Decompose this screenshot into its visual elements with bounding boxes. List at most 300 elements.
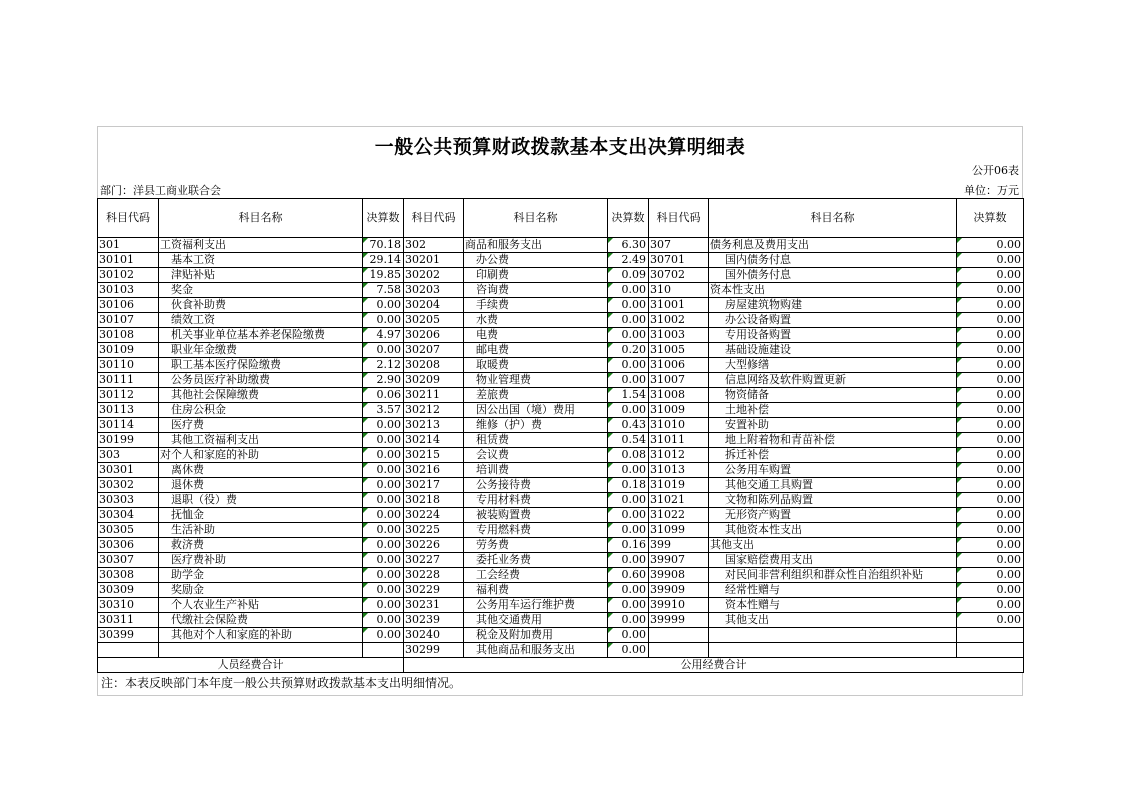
subject-name: 职业年金缴费 xyxy=(159,343,363,358)
subject-name: 物资储备 xyxy=(709,388,957,403)
amount-value: 0.00 xyxy=(363,523,404,538)
amount-value: 0.00 xyxy=(957,328,1024,343)
amount-value: 0.00 xyxy=(957,388,1024,403)
subject-name: 水费 xyxy=(464,313,608,328)
report-sheet xyxy=(97,126,1023,696)
amount-value: 0.00 xyxy=(957,583,1024,598)
subject-code: 30302 xyxy=(98,478,159,493)
subject-name: 伙食补助费 xyxy=(159,298,363,313)
amount-value: 1.54 xyxy=(608,388,649,403)
subject-name: 信息网络及软件购置更新 xyxy=(709,373,957,388)
amount-value: 0.00 xyxy=(957,403,1024,418)
table-row xyxy=(98,568,1024,583)
subject-name: 被装购置费 xyxy=(464,508,608,523)
header-amount-1: 决算数 xyxy=(363,199,404,238)
subject-code: 30214 xyxy=(404,433,464,448)
amount-value: 0.00 xyxy=(957,523,1024,538)
subject-name: 地上附着物和青苗补偿 xyxy=(709,433,957,448)
amount-value: 0.00 xyxy=(957,373,1024,388)
subject-name: 电费 xyxy=(464,328,608,343)
subject-name: 其他对个人和家庭的补助 xyxy=(159,628,363,643)
subject-name: 拆迁补偿 xyxy=(709,448,957,463)
header-amount-2: 决算数 xyxy=(608,199,649,238)
subject-code: 30399 xyxy=(98,628,159,643)
title-row xyxy=(97,126,1023,159)
subject-name: 职工基本医疗保险缴费 xyxy=(159,358,363,373)
subject-code: 30209 xyxy=(404,373,464,388)
table-row xyxy=(98,448,1024,463)
subject-name: 奖励金 xyxy=(159,583,363,598)
header-name-1: 科目名称 xyxy=(159,199,363,238)
subject-name: 救济费 xyxy=(159,538,363,553)
subject-code: 30111 xyxy=(98,373,159,388)
table-row xyxy=(98,538,1024,553)
amount-value: 0.00 xyxy=(608,298,649,313)
header-code-3: 科目代码 xyxy=(649,199,709,238)
subject-code: 30101 xyxy=(98,253,159,268)
subject-name: 住房公积金 xyxy=(159,403,363,418)
subject-name: 手续费 xyxy=(464,298,608,313)
subject-code: 31008 xyxy=(649,388,709,403)
subject-name: 无形资产购置 xyxy=(709,508,957,523)
subject-name: 因公出国（境）费用 xyxy=(464,403,608,418)
amount-value: 0.00 xyxy=(608,358,649,373)
subject-code: 31003 xyxy=(649,328,709,343)
subject-name: 津贴补贴 xyxy=(159,268,363,283)
amount-value: 0.43 xyxy=(608,418,649,433)
table-row xyxy=(98,313,1024,328)
subject-name: 医疗费 xyxy=(159,418,363,433)
subject-code: 30107 xyxy=(98,313,159,328)
subject-code: 30110 xyxy=(98,358,159,373)
subject-code: 30216 xyxy=(404,463,464,478)
subject-name: 其他支出 xyxy=(709,613,957,628)
amount-value: 0.00 xyxy=(363,568,404,583)
amount-value: 0.00 xyxy=(957,238,1024,253)
public-total-label: 公用经费合计 xyxy=(404,658,1024,673)
subject-name: 工资福利支出 xyxy=(159,238,363,253)
subject-code: 30311 xyxy=(98,613,159,628)
subject-code: 30103 xyxy=(98,283,159,298)
amount-value: 2.49 xyxy=(608,253,649,268)
amount-value: 0.00 xyxy=(363,478,404,493)
subject-code: 303 xyxy=(98,448,159,463)
amount-value: 0.00 xyxy=(608,373,649,388)
subject-name: 房屋建筑物购建 xyxy=(709,298,957,313)
subject-code: 31013 xyxy=(649,463,709,478)
amount-value: 0.00 xyxy=(957,478,1024,493)
subject-name: 土地补偿 xyxy=(709,403,957,418)
subject-name: 安置补助 xyxy=(709,418,957,433)
subject-code: 30306 xyxy=(98,538,159,553)
amount-value: 0.00 xyxy=(608,403,649,418)
table-row xyxy=(98,508,1024,523)
subject-code: 39910 xyxy=(649,598,709,613)
table-row xyxy=(98,268,1024,283)
subject-code: 30215 xyxy=(404,448,464,463)
subject-code: 39999 xyxy=(649,613,709,628)
subject-name: 公务用车运行维护费 xyxy=(464,598,608,613)
amount-value: 0.00 xyxy=(363,448,404,463)
subject-name: 商品和服务支出 xyxy=(464,238,608,253)
amount-value: 0.00 xyxy=(363,298,404,313)
subject-code: 31021 xyxy=(649,493,709,508)
amount-value: 0.00 xyxy=(608,553,649,568)
subject-name: 大型修缮 xyxy=(709,358,957,373)
header-amount-3: 决算数 xyxy=(957,199,1024,238)
subject-name: 国外债务付息 xyxy=(709,268,957,283)
subject-name: 其他工资福利支出 xyxy=(159,433,363,448)
subject-name: 对民间非营利组织和群众性自治组织补贴 xyxy=(709,568,957,583)
amount-value: 0.00 xyxy=(363,343,404,358)
subject-code: 30308 xyxy=(98,568,159,583)
amount-value: 0.00 xyxy=(957,598,1024,613)
subject-name: 国内债务付息 xyxy=(709,253,957,268)
subject-code: 30304 xyxy=(98,508,159,523)
amount-value: 0.00 xyxy=(957,313,1024,328)
subject-code: 31011 xyxy=(649,433,709,448)
subject-code: 30202 xyxy=(404,268,464,283)
amount-value: 19.85 xyxy=(363,268,404,283)
amount-value: 0.00 xyxy=(363,598,404,613)
subject-code: 30227 xyxy=(404,553,464,568)
page-title: 一般公共预算财政拨款基本支出决算明细表 xyxy=(374,136,746,158)
subject-code xyxy=(649,628,709,643)
amount-value: 0.00 xyxy=(957,613,1024,628)
subject-code xyxy=(98,643,159,658)
subject-name: 福利费 xyxy=(464,583,608,598)
table-row xyxy=(98,418,1024,433)
table-row xyxy=(98,493,1024,508)
amount-value: 0.00 xyxy=(957,283,1024,298)
subject-name: 机关事业单位基本养老保险缴费 xyxy=(159,328,363,343)
footnote: 注：本表反映部门本年度一般公共预算财政拨款基本支出明细情况。 xyxy=(97,673,1023,696)
subject-name: 奖金 xyxy=(159,283,363,298)
subject-code: 31022 xyxy=(649,508,709,523)
subject-code: 30702 xyxy=(649,268,709,283)
amount-value: 0.00 xyxy=(608,313,649,328)
subject-name: 差旅费 xyxy=(464,388,608,403)
subject-code: 30199 xyxy=(98,433,159,448)
amount-value: 2.90 xyxy=(363,373,404,388)
subject-code: 31007 xyxy=(649,373,709,388)
table-row xyxy=(98,403,1024,418)
table-row xyxy=(98,238,1024,253)
subject-name: 邮电费 xyxy=(464,343,608,358)
subject-code: 30113 xyxy=(98,403,159,418)
amount-value: 0.00 xyxy=(957,268,1024,283)
personnel-total-label: 人员经费合计 xyxy=(98,658,404,673)
subject-name: 办公费 xyxy=(464,253,608,268)
amount-value: 0.00 xyxy=(608,583,649,598)
subject-code: 30231 xyxy=(404,598,464,613)
subject-name: 印刷费 xyxy=(464,268,608,283)
subject-name: 基础设施建设 xyxy=(709,343,957,358)
subject-code: 30207 xyxy=(404,343,464,358)
subject-code: 30212 xyxy=(404,403,464,418)
subject-code: 30307 xyxy=(98,553,159,568)
subject-code: 39907 xyxy=(649,553,709,568)
subject-name: 医疗费补助 xyxy=(159,553,363,568)
subject-code: 31010 xyxy=(649,418,709,433)
header-name-3: 科目名称 xyxy=(709,199,957,238)
subject-code: 31009 xyxy=(649,403,709,418)
subject-code: 30204 xyxy=(404,298,464,313)
subject-code: 31001 xyxy=(649,298,709,313)
subject-code: 39909 xyxy=(649,583,709,598)
unit-label: 单位：万元 xyxy=(964,184,1019,197)
subject-code: 31005 xyxy=(649,343,709,358)
subject-name: 文物和陈列品购置 xyxy=(709,493,957,508)
subject-name: 经常性赠与 xyxy=(709,583,957,598)
amount-value: 0.00 xyxy=(957,553,1024,568)
subject-code: 30310 xyxy=(98,598,159,613)
amount-value: 0.00 xyxy=(363,463,404,478)
table-row xyxy=(98,613,1024,628)
subject-code: 301 xyxy=(98,238,159,253)
subject-code: 307 xyxy=(649,238,709,253)
subject-code: 30201 xyxy=(404,253,464,268)
subject-name xyxy=(709,628,957,643)
amount-value: 0.00 xyxy=(957,358,1024,373)
subject-name: 资本性赠与 xyxy=(709,598,957,613)
header-row xyxy=(98,199,1024,238)
subject-name: 抚恤金 xyxy=(159,508,363,523)
amount-value: 0.60 xyxy=(608,568,649,583)
subject-name: 其他支出 xyxy=(709,538,957,553)
amount-value: 0.16 xyxy=(608,538,649,553)
totals-row xyxy=(98,658,1024,673)
form-code: 公开06表 xyxy=(972,164,1019,177)
subject-name: 生活补助 xyxy=(159,523,363,538)
amount-value xyxy=(957,643,1024,658)
subject-name: 专用燃料费 xyxy=(464,523,608,538)
subject-name: 债务利息及费用支出 xyxy=(709,238,957,253)
subject-code xyxy=(649,643,709,658)
amount-value: 0.00 xyxy=(608,493,649,508)
amount-value: 0.00 xyxy=(608,283,649,298)
subject-code: 31006 xyxy=(649,358,709,373)
amount-value: 0.06 xyxy=(363,388,404,403)
subject-code: 30108 xyxy=(98,328,159,343)
table-row xyxy=(98,643,1024,658)
amount-value: 0.00 xyxy=(957,343,1024,358)
subject-code: 30208 xyxy=(404,358,464,373)
amount-value: 0.00 xyxy=(957,433,1024,448)
subject-code: 30239 xyxy=(404,613,464,628)
amount-value: 0.00 xyxy=(957,463,1024,478)
subject-name: 委托业务费 xyxy=(464,553,608,568)
header-code-2: 科目代码 xyxy=(404,199,464,238)
amount-value: 0.00 xyxy=(608,523,649,538)
amount-value: 0.00 xyxy=(363,553,404,568)
subject-name: 取暖费 xyxy=(464,358,608,373)
amount-value: 7.58 xyxy=(363,283,404,298)
subject-code: 30102 xyxy=(98,268,159,283)
subject-code: 30224 xyxy=(404,508,464,523)
subject-name: 工会经费 xyxy=(464,568,608,583)
subject-name: 会议费 xyxy=(464,448,608,463)
amount-value: 0.00 xyxy=(608,628,649,643)
subject-name: 维修（护）费 xyxy=(464,418,608,433)
header-code-1: 科目代码 xyxy=(98,199,159,238)
subject-code: 31019 xyxy=(649,478,709,493)
amount-value: 0.00 xyxy=(363,433,404,448)
amount-value: 70.18 xyxy=(363,238,404,253)
expenditure-table xyxy=(97,198,1024,673)
subject-name: 其他社会保障缴费 xyxy=(159,388,363,403)
subject-name: 国家赔偿费用支出 xyxy=(709,553,957,568)
amount-value: 0.00 xyxy=(957,508,1024,523)
subject-name: 其他资本性支出 xyxy=(709,523,957,538)
subject-name: 基本工资 xyxy=(159,253,363,268)
table-row xyxy=(98,628,1024,643)
subject-code: 30217 xyxy=(404,478,464,493)
subject-name xyxy=(709,643,957,658)
subject-name: 公务员医疗补助缴费 xyxy=(159,373,363,388)
subject-code: 30226 xyxy=(404,538,464,553)
amount-value: 0.00 xyxy=(363,538,404,553)
subject-name: 离休费 xyxy=(159,463,363,478)
amount-value: 0.08 xyxy=(608,448,649,463)
amount-value: 0.00 xyxy=(363,613,404,628)
subject-code: 30112 xyxy=(98,388,159,403)
table-row xyxy=(98,373,1024,388)
subject-code: 310 xyxy=(649,283,709,298)
amount-value: 4.97 xyxy=(363,328,404,343)
subject-name: 租赁费 xyxy=(464,433,608,448)
amount-value: 0.00 xyxy=(363,628,404,643)
subject-name: 代缴社会保险费 xyxy=(159,613,363,628)
amount-value: 0.54 xyxy=(608,433,649,448)
amount-value: 0.00 xyxy=(957,298,1024,313)
subject-name: 对个人和家庭的补助 xyxy=(159,448,363,463)
subject-code: 30303 xyxy=(98,493,159,508)
subject-code: 30206 xyxy=(404,328,464,343)
subject-code: 30213 xyxy=(404,418,464,433)
amount-value: 0.00 xyxy=(363,418,404,433)
subject-code: 30301 xyxy=(98,463,159,478)
amount-value: 0.00 xyxy=(608,328,649,343)
subject-name: 绩效工资 xyxy=(159,313,363,328)
subject-code: 30305 xyxy=(98,523,159,538)
amount-value: 0.00 xyxy=(363,493,404,508)
amount-value: 0.00 xyxy=(957,253,1024,268)
subject-code: 30109 xyxy=(98,343,159,358)
subject-code: 302 xyxy=(404,238,464,253)
amount-value xyxy=(957,628,1024,643)
subject-name: 咨询费 xyxy=(464,283,608,298)
form-code-row xyxy=(97,159,1023,179)
amount-value: 6.30 xyxy=(608,238,649,253)
table-row xyxy=(98,598,1024,613)
subject-name xyxy=(159,643,363,658)
amount-value: 0.00 xyxy=(957,538,1024,553)
table-row xyxy=(98,298,1024,313)
table-row xyxy=(98,463,1024,478)
table-row xyxy=(98,358,1024,373)
amount-value: 0.18 xyxy=(608,478,649,493)
subject-code: 30114 xyxy=(98,418,159,433)
subject-name: 专用设备购置 xyxy=(709,328,957,343)
subject-name: 其他交通费用 xyxy=(464,613,608,628)
subject-code: 30309 xyxy=(98,583,159,598)
subject-code: 30218 xyxy=(404,493,464,508)
subject-code: 30701 xyxy=(649,253,709,268)
table-row xyxy=(98,433,1024,448)
table-row xyxy=(98,478,1024,493)
subject-code: 30203 xyxy=(404,283,464,298)
table-row xyxy=(98,583,1024,598)
amount-value: 0.00 xyxy=(363,508,404,523)
subject-name: 物业管理费 xyxy=(464,373,608,388)
table-row xyxy=(98,388,1024,403)
table-row xyxy=(98,283,1024,298)
subject-code: 30205 xyxy=(404,313,464,328)
subject-name: 助学金 xyxy=(159,568,363,583)
subject-name: 公务接待费 xyxy=(464,478,608,493)
subject-code: 39908 xyxy=(649,568,709,583)
subject-name: 个人农业生产补贴 xyxy=(159,598,363,613)
amount-value: 0.00 xyxy=(363,313,404,328)
subject-name: 退休费 xyxy=(159,478,363,493)
subject-name: 退职（役）费 xyxy=(159,493,363,508)
amount-value: 0.00 xyxy=(957,448,1024,463)
amount-value: 0.00 xyxy=(608,643,649,658)
subject-name: 培训费 xyxy=(464,463,608,478)
amount-value: 0.00 xyxy=(608,508,649,523)
subject-name: 其他商品和服务支出 xyxy=(464,643,608,658)
subject-code: 31002 xyxy=(649,313,709,328)
subject-code: 30299 xyxy=(404,643,464,658)
table-row xyxy=(98,553,1024,568)
subject-name: 税金及附加费用 xyxy=(464,628,608,643)
subject-code: 30228 xyxy=(404,568,464,583)
subject-code: 30229 xyxy=(404,583,464,598)
amount-value: 2.12 xyxy=(363,358,404,373)
subject-code: 30211 xyxy=(404,388,464,403)
subject-code: 30106 xyxy=(98,298,159,313)
amount-value xyxy=(363,643,404,658)
table-row xyxy=(98,523,1024,538)
amount-value: 0.20 xyxy=(608,343,649,358)
subject-code: 31012 xyxy=(649,448,709,463)
subject-name: 专用材料费 xyxy=(464,493,608,508)
department-row xyxy=(97,179,1023,198)
header-name-2: 科目名称 xyxy=(464,199,608,238)
amount-value: 0.00 xyxy=(957,568,1024,583)
amount-value: 29.14 xyxy=(363,253,404,268)
subject-name: 劳务费 xyxy=(464,538,608,553)
subject-code: 30240 xyxy=(404,628,464,643)
table-row xyxy=(98,253,1024,268)
amount-value: 0.00 xyxy=(957,418,1024,433)
department-label: 部门：洋县工商业联合会 xyxy=(100,184,221,197)
subject-code: 31099 xyxy=(649,523,709,538)
amount-value: 3.57 xyxy=(363,403,404,418)
subject-code: 30225 xyxy=(404,523,464,538)
amount-value: 0.00 xyxy=(608,598,649,613)
amount-value: 0.00 xyxy=(608,463,649,478)
amount-value: 0.00 xyxy=(957,493,1024,508)
subject-name: 办公设备购置 xyxy=(709,313,957,328)
table-row xyxy=(98,343,1024,358)
amount-value: 0.00 xyxy=(363,583,404,598)
amount-value: 0.00 xyxy=(608,613,649,628)
table-body xyxy=(98,238,1024,658)
subject-code: 399 xyxy=(649,538,709,553)
subject-name: 其他交通工具购置 xyxy=(709,478,957,493)
